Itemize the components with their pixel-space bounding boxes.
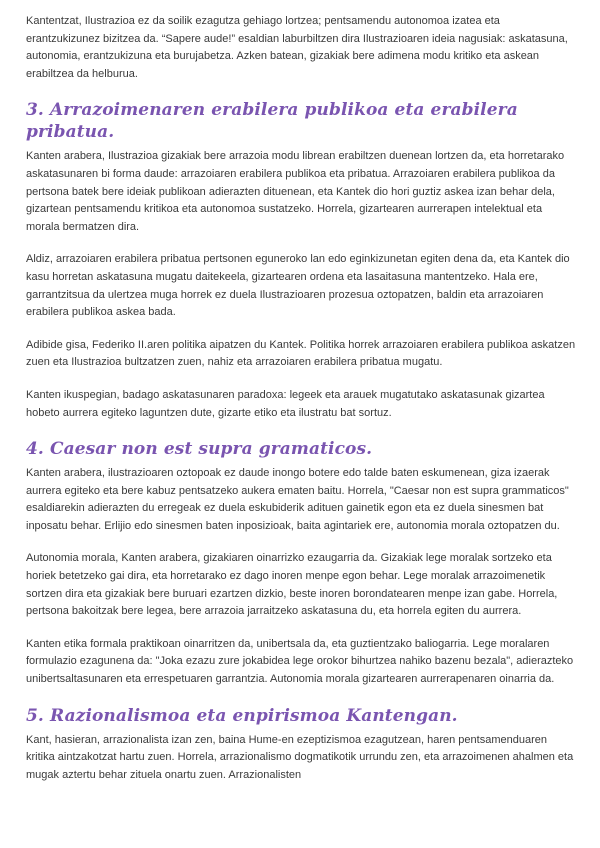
paragraph: Kanten ikuspegian, badago askatasunaren paradoxa: legeek eta arauek mugatutako askatasunak gizartea hobeto aurrera egiteko laguntzen dute, gizarte etiko eta ilustratu bat sortuz. xyxy=(26,388,545,419)
section-heading-3 xyxy=(26,99,576,143)
paragraph: Kant, hasieran, arrazionalista izan zen, baina Hume-en ezeptizismoa ezagutzean, haren pentsamenduaren kritika aintzakotzat hartu zuen. Horrela, arrazionalismo dogmatikotik urrundu zen, eta arrazoimenen ahalmen eta mugak aztertu behar zituela onartu zuen. Arrazionalisten xyxy=(26,733,574,781)
paragraph: Aldiz, arrazoiaren erabilera pribatua pertsonen eguneroko lan edo eginkizunetan egiten dena da, eta Kantek dio kasu horretan askatasuna mugatu daitekeela, gizartearen ordena eta lasaitasuna mantentzeko. Hala ere, garrantzitsua da ulertzea muga horrek ez duela Ilustrazioaren prozesua oztopatzen, baldin eta arrazoiaren erabilera publikoa askea bada. xyxy=(26,253,570,319)
section-number: 3. xyxy=(26,100,44,121)
paragraph: Autonomia morala, Kanten arabera, gizakiaren oinarrizko ezaugarria da. Gizakiak lege moralak sortzeko eta horiek betetzeko gai dira, eta horretarako ez dago inoren menpe egon behar. Lege moralak arrazoimenetik sortzen dira eta gizakiak bere buruari ezartzen dizkio, beste inoren borondatearen menpe izan gabe. Horrela, pertsona bakoitzak bere legea, bere arrazoia jarraitzeko askatasuna du, eta horrela egiten du aurrera. xyxy=(26,552,558,618)
section-number: 5. xyxy=(26,705,44,726)
section-heading-5 xyxy=(26,705,576,727)
section-heading-4 xyxy=(26,438,576,460)
intro-paragraph: Kantentzat, Ilustrazioa ez da soilik ezagutza gehiago lortzea; pentsamendu autonomoa izatea eta erantzukizunez bizitzea da. “Sapere aude!” esaldian laburbiltzen dira Ilustrazioaren ideia nagusiak: askatasuna, autonomia, erantzukizuna eta burujabetza. Azken batean, gizakiak bere adimena modu kritiko eta askean erabiltzea da helburua. xyxy=(26,15,568,80)
paragraph: Adibide gisa, Federiko II.aren politika aipatzen du Kantek. Politika horrek arrazoiaren erabilera publikoa askatzen zuen eta Ilustrazioa bultzatzen zuen, nahiz eta arrazoiaren erabilera pribatua mugatu. xyxy=(26,338,576,369)
paragraph: Kanten arabera, Ilustrazioa gizakiak bere arrazoia modu librean erabiltzen duenean lortzen da, eta horretarako askatasunaren bi forma daude: arrazoiaren erabilera publikoa eta pribatua. Arrazoiaren erabilera publikoa da pertsona batek bere ideiak publikoan adierazten dituenean, eta Kantek dio hori guztiz askea izan behar dela, gizartean pentsamendu kritikoa eta autonomoa sustatzeko. Horrela, gizartearen aurrerapen intelektual eta morala bermatzen dira. xyxy=(26,150,565,233)
section-title: Razionalismoa eta enpirismoa Kantengan. xyxy=(49,705,458,726)
section-number: 4. xyxy=(26,439,44,460)
paragraph: Kanten etika formala praktikoan oinarritzen da, unibertsala da, eta guztientzako baliogarria. Lege moralaren formulazio ezagunena da: "Joka ezazu zure jokabidea lege orokor bihurtzea nahiko bazenu bezala", adierazteko unibertsaltasunaren eta errespetuaren garrantzia. Autonomia morala gizartearen aurrerapenaren oinarria da. xyxy=(26,637,574,686)
paragraph: Kanten arabera, ilustrazioaren oztopoak ez daude inongo botere edo talde baten eskumenean, giza izaerak aurrera egiteko eta bere kabuz pentsatzeko aukera ematen baitu. Horrela, "Caesar non est supra grammaticos" esaldiarekin adierazten du erregeak ez duela eskubiderik adituen gainetik egon eta ez duela sinesmen bat inposatu behar. Erlijio edo sinesmen baten inposizioak, baita agintariek ere, autonomia morala oztopatzen du. xyxy=(26,467,569,532)
document-page xyxy=(26,13,576,799)
section-title: Caesar non est supra gramaticos. xyxy=(49,439,373,460)
section-title: Arrazoimenaren erabilera publikoa eta erabilera pribatua. xyxy=(26,100,518,143)
